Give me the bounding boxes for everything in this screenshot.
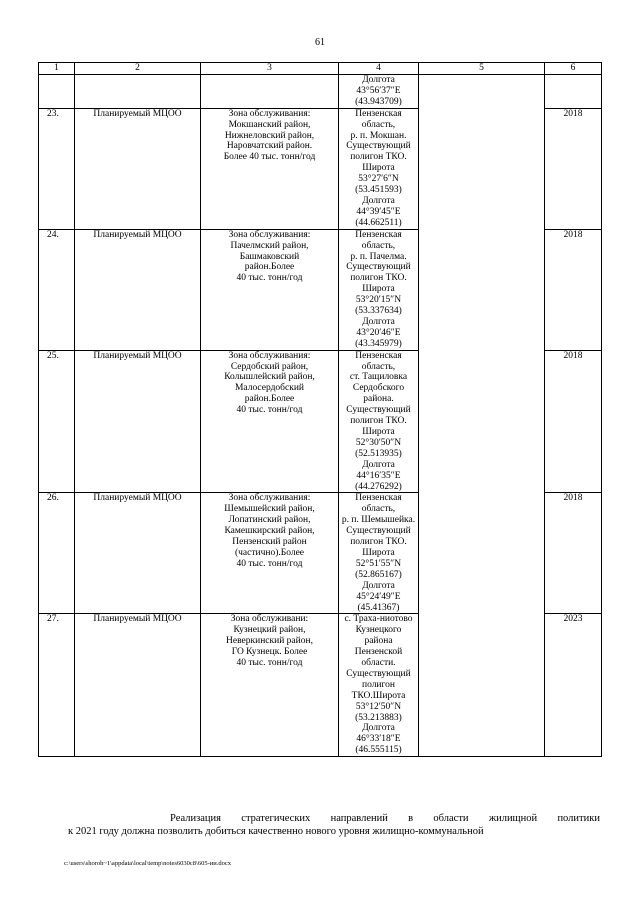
object-name: Планируемый МЦОО <box>75 108 201 229</box>
object-name: Планируемый МЦОО <box>75 614 201 757</box>
location: Пензенская область, р. п. Пачелма. Существующий полигон ТКО. Широта 53°20′15″N (53.337634) Долгота 43°20′46″Е (43.345979) <box>339 229 419 350</box>
header-col-5: 5 <box>419 63 545 75</box>
paragraph-word: в <box>408 813 414 824</box>
continuation-row <box>39 75 602 109</box>
paragraph-word: направлений <box>330 813 388 824</box>
header-col-2: 2 <box>75 63 201 75</box>
paragraph-word: Реализация <box>170 813 221 824</box>
paragraph-line-1 <box>74 812 600 825</box>
continuation-location: Долгота 43°56′37″Е (43.943709) <box>339 75 419 109</box>
paragraph-word: политики <box>557 813 600 824</box>
service-zone: Зона обслуживания: Мокшанский район, Нижнеловский район, Наровчатский район. Более 40 тыс. тонн/год <box>201 108 339 229</box>
location: Пензенская область, р. п. Шемышейка. Существующий полигон ТКО. Широта 52°51′55″N (52.865167) Долгота 45°24′49″Е (45.41367) <box>339 493 419 614</box>
row-number: 27. <box>39 614 75 757</box>
column-5-empty <box>419 75 545 757</box>
header-row <box>39 63 602 75</box>
service-zone: Зона обслуживания: Сердобский район, Колышлейский район, Малосердобский район.Более 40 тыс. тонн/год <box>201 350 339 493</box>
paragraph-word: стратегических <box>241 813 311 824</box>
header-col-1: 1 <box>39 63 75 75</box>
paragraph-word: области <box>433 813 469 824</box>
row-number: 24. <box>39 229 75 350</box>
year: 2023 <box>545 614 602 757</box>
year: 2018 <box>545 229 602 350</box>
location: Пензенская область, р. п. Мокшан. Существующий полигон ТКО. Широта 53°27′6″N (53.451593) Долгота 44°39′45″Е (44.662511) <box>339 108 419 229</box>
service-zone: Зона обслуживани: Кузнецкий район, Неверкинский район, ГО Кузнецк. Более 40 тыс. тонн/год <box>201 614 339 757</box>
row-number: 25. <box>39 350 75 493</box>
service-zone: Зона обслуживания: Пачелмский район, Башмаковский район.Более 40 тыс. тонн/год <box>201 229 339 350</box>
header-col-3: 3 <box>201 63 339 75</box>
object-name: Планируемый МЦОО <box>75 493 201 614</box>
location: Пензенская область, ст. Тащиловка Сердобского района. Существующий полигон ТКО. Широта 52°30′50″N (52.513935) Долгота 44°16′35″Е (44.276292) <box>339 350 419 493</box>
paragraph-line-2: к 2021 году должна позволить добиться качественно нового уровня жилищно-коммунальной <box>68 826 484 837</box>
planning-table <box>38 62 602 757</box>
paragraph-word: жилищной <box>488 813 538 824</box>
object-name: Планируемый МЦОО <box>75 350 201 493</box>
year: 2018 <box>545 493 602 614</box>
page-number: 61 <box>315 37 325 48</box>
header-col-4: 4 <box>339 63 419 75</box>
header-col-6: 6 <box>545 63 602 75</box>
file-path: c:\users\shoroh~1\appdata\local\temp\notes6030c8\605-ии.docx <box>64 860 231 867</box>
object-name: Планируемый МЦОО <box>75 229 201 350</box>
year: 2018 <box>545 108 602 229</box>
row-number: 26. <box>39 493 75 614</box>
service-zone: Зона обслуживания: Шемышейский район, Лопатинский район, Камешкирский район, Пензенский район (частично).Более 40 тыс. тонн/год <box>201 493 339 614</box>
body-paragraph <box>68 812 600 838</box>
row-number: 23. <box>39 108 75 229</box>
year: 2018 <box>545 350 602 493</box>
location: с. Траха-ниотово Кузнецкого района Пензенской области. Существующий полигон ТКО.Широта 53°12′50″N (53.213883) Долгота 46°33′18″Е (46.555115) <box>339 614 419 757</box>
